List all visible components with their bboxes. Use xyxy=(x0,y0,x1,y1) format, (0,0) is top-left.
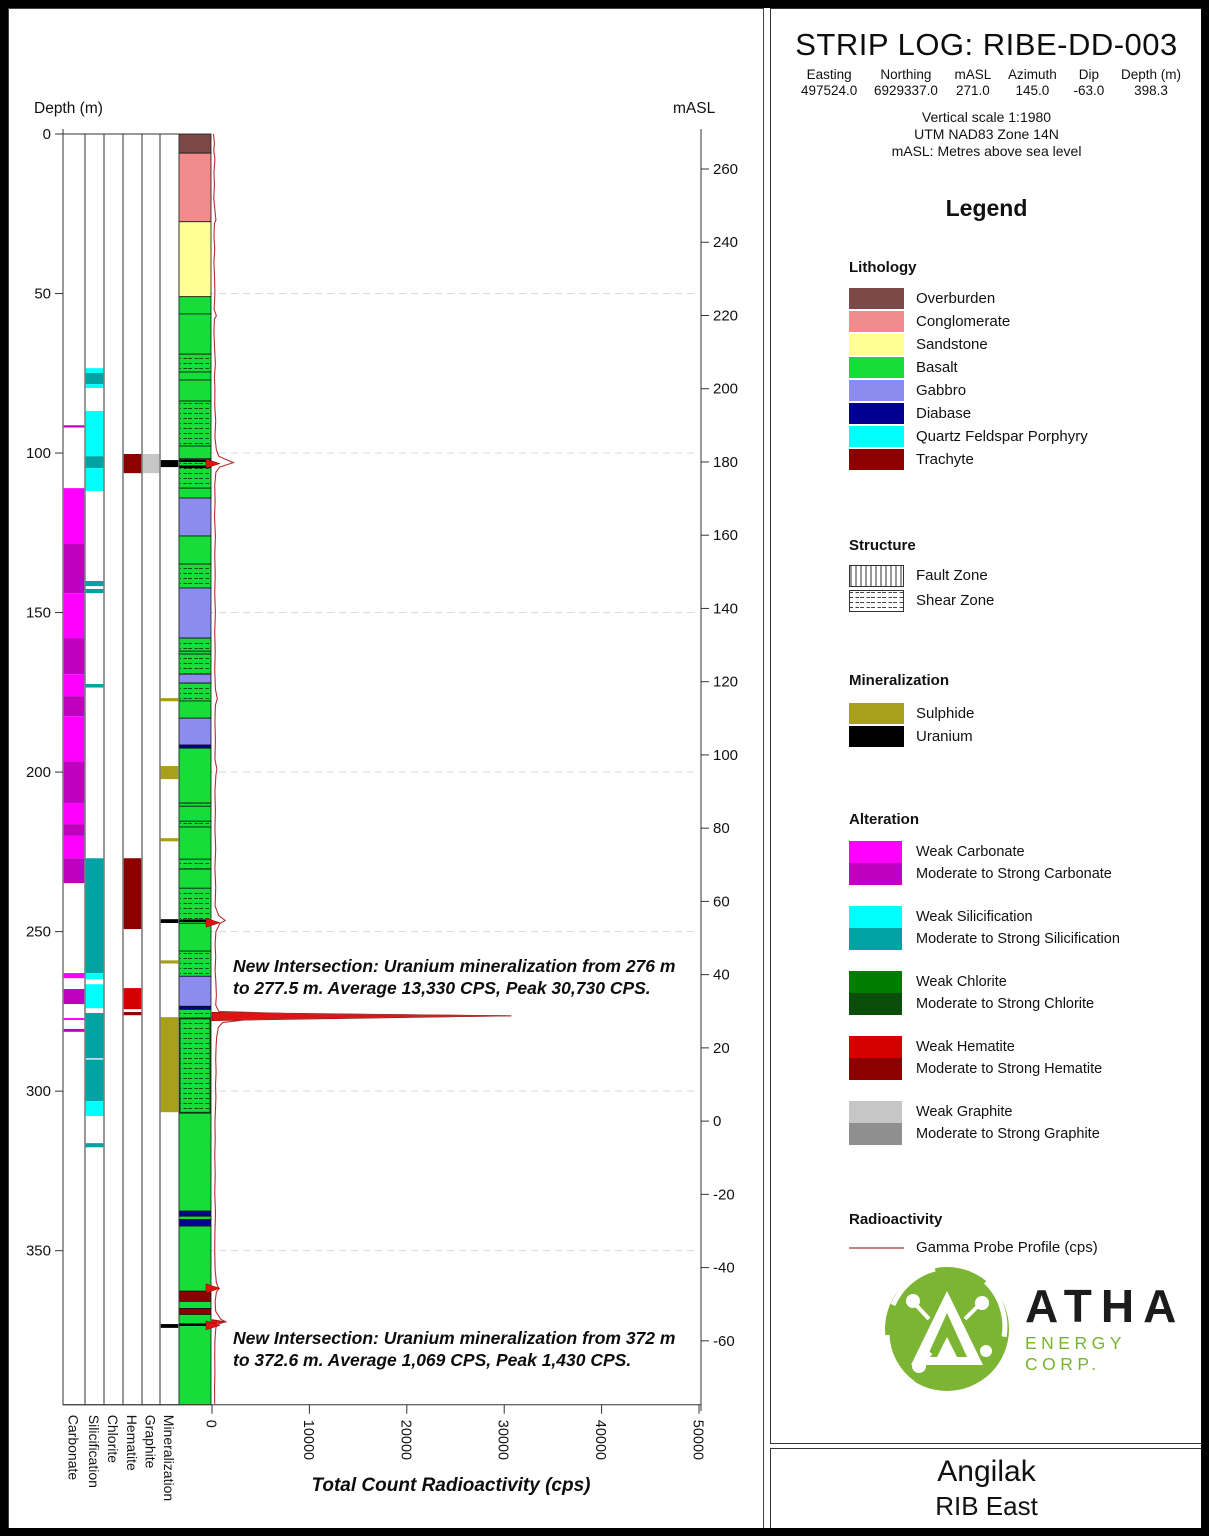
legend-item-trachyte: Trachyte xyxy=(849,448,1088,471)
annotation-2-line1: New Intersection: Uranium mineralization from 372 m xyxy=(233,1328,676,1348)
svg-text:50000: 50000 xyxy=(689,1419,706,1461)
legend-item-qfp: Quartz Feldspar Porphyry xyxy=(849,425,1088,448)
svg-text:Chlorite: Chlorite xyxy=(105,1414,121,1464)
legend-structure-heading: Structure xyxy=(849,537,916,554)
gamma-profile xyxy=(212,134,511,1404)
field-azimuth: Azimuth 145.0 xyxy=(1008,67,1057,98)
svg-text:300: 300 xyxy=(25,1083,51,1101)
logo-sub-text: ENERGY CORP. xyxy=(1025,1333,1126,1374)
legend-pair-hematite: Weak Hematite Moderate to Strong Hematite xyxy=(849,1036,1120,1080)
legend-item-sandstone: Sandstone xyxy=(849,333,1088,356)
vertical-scale-note: Vertical scale 1:1980 xyxy=(921,109,1052,125)
svg-text:-20: -20 xyxy=(713,1186,735,1204)
legend-radioactivity-heading: Radioactivity xyxy=(849,1211,943,1228)
fault-zone-swatch xyxy=(849,565,904,587)
chart-panel xyxy=(8,8,764,1530)
utm-zone-note: UTM NAD83 Zone 14N xyxy=(914,126,1059,143)
cps-axis-title: Total Count Radioactivity (cps) xyxy=(311,1475,591,1496)
legend-item-sulphide: Sulphide xyxy=(849,702,974,725)
svg-text:Mineralization: Mineralization xyxy=(161,1414,177,1502)
gamma-line-swatch xyxy=(849,1247,904,1249)
title-block xyxy=(770,1448,1203,1530)
svg-text:350: 350 xyxy=(25,1242,51,1260)
company-logo xyxy=(883,1265,1202,1393)
intersection-annotation-2 xyxy=(233,1327,685,1372)
legend-item-gamma-profile: Gamma Probe Profile (cps) xyxy=(849,1239,1098,1256)
sandstone-swatch xyxy=(849,334,904,355)
svg-text:120: 120 xyxy=(713,673,739,691)
annotation-1-line2: to 277.5 m. Average 13,330 CPS, Peak 30,730 CPS. xyxy=(233,978,651,999)
legend-pair-carbonate: Weak Carbonate Moderate to Strong Carbonate xyxy=(849,841,1120,885)
alteration-columns xyxy=(63,134,179,1405)
annotation-1-line1: New Intersection: Uranium mineralization from 276 m xyxy=(233,956,676,976)
masl-axis xyxy=(701,129,738,1411)
conglomerate-swatch xyxy=(849,311,904,332)
svg-text:250: 250 xyxy=(25,923,51,941)
svg-text:0: 0 xyxy=(713,1113,722,1131)
field-northing: Northing 6929337.0 xyxy=(874,67,938,98)
project-name: Angilak xyxy=(937,1455,1036,1488)
svg-text:200: 200 xyxy=(25,764,51,782)
svg-text:Graphite: Graphite xyxy=(142,1414,159,1469)
legend-item-overburden: Overburden xyxy=(849,287,1088,310)
legend-item-conglomerate: Conglomerate xyxy=(849,310,1088,333)
legend-item-uranium: Uranium xyxy=(849,725,974,748)
legend-item-diabase: Diabase xyxy=(849,402,1088,425)
svg-text:200: 200 xyxy=(713,380,739,398)
info-panel xyxy=(770,8,1203,1444)
svg-text:20: 20 xyxy=(713,1039,730,1057)
field-depth: Depth (m) 398.3 xyxy=(1120,67,1181,98)
svg-text:100: 100 xyxy=(713,746,739,764)
svg-text:240: 240 xyxy=(713,234,739,252)
legend-mineralization-items xyxy=(849,702,974,748)
svg-text:60: 60 xyxy=(713,893,730,911)
legend-title: Legend xyxy=(945,195,1028,221)
legend-pair-graphite: Weak Graphite Moderate to Strong Graphite xyxy=(849,1101,1120,1145)
depth-axis-title: Depth (m) xyxy=(34,100,103,117)
intersection-annotation-1 xyxy=(233,955,685,1000)
legend-item-shear-zone: Shear Zone xyxy=(849,588,994,613)
svg-text:260: 260 xyxy=(713,161,739,178)
svg-text:-60: -60 xyxy=(713,1332,735,1350)
svg-text:150: 150 xyxy=(25,604,51,622)
depth-axis xyxy=(26,126,63,1405)
svg-text:180: 180 xyxy=(713,453,739,471)
legend-lithology-heading: Lithology xyxy=(849,259,917,276)
carbonate-swatch xyxy=(849,841,902,885)
lithology-column xyxy=(179,134,211,1405)
svg-text:0: 0 xyxy=(42,126,51,143)
svg-text:220: 220 xyxy=(713,307,739,325)
svg-text:-40: -40 xyxy=(713,1259,735,1277)
masl-axis-title: mASL xyxy=(673,100,716,117)
legend-item-basalt: Basalt xyxy=(849,356,1088,379)
masl-note: mASL: Metres above sea level xyxy=(891,143,1082,160)
overburden-swatch xyxy=(849,288,904,309)
svg-text:0: 0 xyxy=(202,1419,219,1428)
svg-text:20000: 20000 xyxy=(397,1419,414,1461)
legend-item-fault-zone: Fault Zone xyxy=(849,563,994,588)
diabase-swatch xyxy=(849,403,904,424)
atha-logo-icon xyxy=(883,1265,1011,1393)
legend-structure-items xyxy=(849,563,994,613)
field-dip: Dip -63.0 xyxy=(1073,67,1105,98)
legend-pair-silicification: Weak Silicification Moderate to Strong Silicification xyxy=(849,906,1120,950)
area-name: RIB East xyxy=(935,1491,1038,1521)
gabbro-swatch xyxy=(849,380,904,401)
graphite-swatch xyxy=(849,1101,902,1145)
legend-lithology-items xyxy=(849,287,1088,471)
legend-mineralization-heading: Mineralization xyxy=(849,672,950,689)
silicification-swatch xyxy=(849,906,902,950)
svg-text:160: 160 xyxy=(713,527,739,545)
field-masl: mASL 271.0 xyxy=(954,67,992,98)
svg-text:80: 80 xyxy=(713,820,730,838)
svg-text:Carbonate: Carbonate xyxy=(65,1414,82,1481)
svg-text:50: 50 xyxy=(34,285,51,303)
svg-text:40000: 40000 xyxy=(592,1419,609,1461)
svg-text:100: 100 xyxy=(25,445,51,463)
chlorite-swatch xyxy=(849,971,902,1015)
logo-brand-text: ATHA xyxy=(1025,1280,1186,1332)
basalt-swatch xyxy=(849,357,904,378)
strip-log-chart xyxy=(1,1,771,1536)
svg-text:Hematite: Hematite xyxy=(124,1414,140,1471)
svg-text:30000: 30000 xyxy=(494,1419,511,1461)
svg-text:40: 40 xyxy=(713,966,730,984)
legend-pair-chlorite: Weak Chlorite Moderate to Strong Chlorite xyxy=(849,971,1120,1015)
page-title: STRIP LOG: RIBE-DD-003 xyxy=(795,27,1178,62)
legend-alteration-heading: Alteration xyxy=(849,811,920,828)
shear-zone-swatch xyxy=(849,590,904,612)
trachyte-swatch xyxy=(849,449,904,470)
column-labels xyxy=(66,1415,178,1501)
legend-alteration-items xyxy=(849,841,1120,1166)
hole-metadata xyxy=(801,67,1181,98)
field-easting: Easting 497524.0 xyxy=(801,67,858,98)
qfp-swatch xyxy=(849,426,904,447)
sulphide-swatch xyxy=(849,703,904,724)
scale-notes xyxy=(771,109,1202,160)
uranium-swatch xyxy=(849,726,904,747)
hematite-swatch xyxy=(849,1036,902,1080)
svg-text:10000: 10000 xyxy=(299,1419,316,1461)
svg-text:Silicification: Silicification xyxy=(86,1414,102,1488)
legend-item-gabbro: Gabbro xyxy=(849,379,1088,402)
svg-text:140: 140 xyxy=(713,600,739,618)
annotation-2-line2: to 372.6 m. Average 1,069 CPS, Peak 1,430 CPS. xyxy=(233,1350,632,1371)
